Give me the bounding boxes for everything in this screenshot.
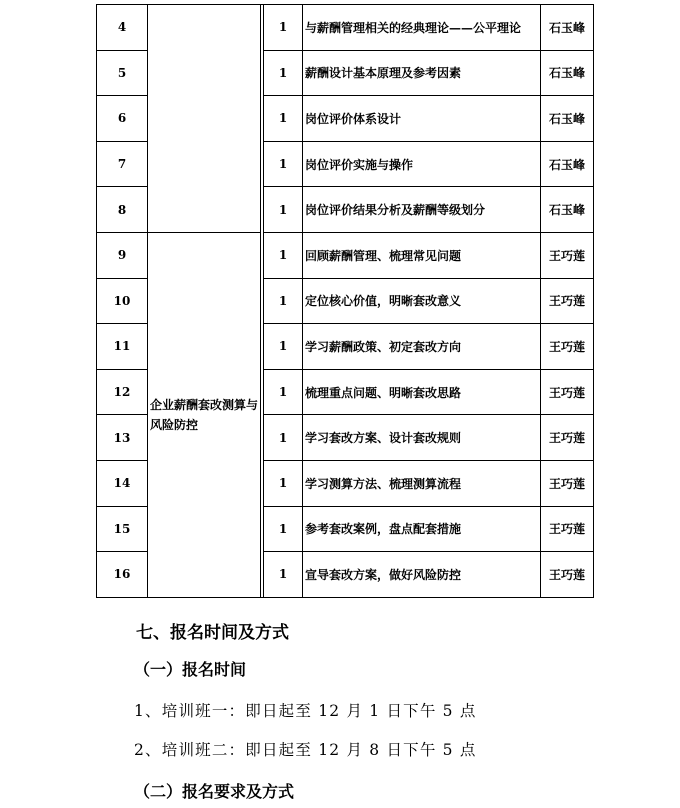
topic-cell: 定位核心价值，明晰套改意义: [303, 278, 541, 324]
table-row: [97, 5, 594, 51]
topic-cell: 学习套改方案、设计套改规则: [303, 415, 541, 461]
hours-cell: 1: [264, 552, 303, 598]
registration-line-1: 1、培训班一：即日起至 12 月 1 日下午 5 点: [134, 702, 477, 720]
row-number: 16: [97, 552, 148, 598]
row-number: 14: [97, 460, 148, 506]
module-cell-2: 企业薪酬套改测算与风险防控: [148, 232, 261, 597]
hours-cell: 1: [264, 50, 303, 96]
row-number: 12: [97, 369, 148, 415]
teacher-cell: 石玉峰: [541, 187, 594, 233]
teacher-cell: 王巧莲: [541, 369, 594, 415]
row-number: 15: [97, 506, 148, 552]
teacher-cell: 王巧莲: [541, 460, 594, 506]
table-row: [97, 232, 594, 278]
module-cell-1: [148, 5, 261, 233]
hours-cell: 1: [264, 369, 303, 415]
topic-cell: 岗位评价实施与操作: [303, 141, 541, 187]
hours-cell: 1: [264, 278, 303, 324]
hours-cell: 1: [264, 96, 303, 142]
topic-cell: 宣导套改方案，做好风险防控: [303, 552, 541, 598]
topic-cell: 岗位评价结果分析及薪酬等级划分: [303, 187, 541, 233]
teacher-cell: 石玉峰: [541, 50, 594, 96]
hours-cell: 1: [264, 415, 303, 461]
teacher-cell: 王巧莲: [541, 232, 594, 278]
row-number: 9: [97, 232, 148, 278]
hours-cell: 1: [264, 141, 303, 187]
registration-line-2: 2、培训班二：即日起至 12 月 8 日下午 5 点: [134, 741, 477, 759]
row-number: 5: [97, 50, 148, 96]
topic-cell: 薪酬设计基本原理及参考因素: [303, 50, 541, 96]
teacher-cell: 石玉峰: [541, 5, 594, 51]
row-number: 11: [97, 324, 148, 370]
subsection-registration-time: （一）报名时间: [134, 660, 247, 679]
teacher-cell: 王巧莲: [541, 552, 594, 598]
section-title: 七、报名时间及方式: [136, 623, 289, 643]
subsection-registration-method: （二）报名要求及方式: [134, 782, 295, 801]
row-number: 8: [97, 187, 148, 233]
teacher-cell: 王巧莲: [541, 415, 594, 461]
topic-cell: 回顾薪酬管理、梳理常见问题: [303, 232, 541, 278]
row-number: 13: [97, 415, 148, 461]
hours-cell: 1: [264, 5, 303, 51]
topic-cell: 学习薪酬政策、初定套改方向: [303, 324, 541, 370]
teacher-cell: 王巧莲: [541, 506, 594, 552]
course-table: [96, 4, 594, 598]
teacher-cell: 王巧莲: [541, 324, 594, 370]
teacher-cell: 石玉峰: [541, 96, 594, 142]
teacher-cell: 石玉峰: [541, 141, 594, 187]
topic-cell: 与薪酬管理相关的经典理论——公平理论: [303, 5, 541, 51]
hours-cell: 1: [264, 506, 303, 552]
hours-cell: 1: [264, 187, 303, 233]
row-number: 10: [97, 278, 148, 324]
row-number: 6: [97, 96, 148, 142]
topic-cell: 岗位评价体系设计: [303, 96, 541, 142]
topic-cell: 参考套改案例，盘点配套措施: [303, 506, 541, 552]
row-number: 4: [97, 5, 148, 51]
hours-cell: 1: [264, 460, 303, 506]
hours-cell: 1: [264, 232, 303, 278]
topic-cell: 学习测算方法、梳理测算流程: [303, 460, 541, 506]
teacher-cell: 王巧莲: [541, 278, 594, 324]
topic-cell: 梳理重点问题、明晰套改思路: [303, 369, 541, 415]
hours-cell: 1: [264, 324, 303, 370]
row-number: 7: [97, 141, 148, 187]
